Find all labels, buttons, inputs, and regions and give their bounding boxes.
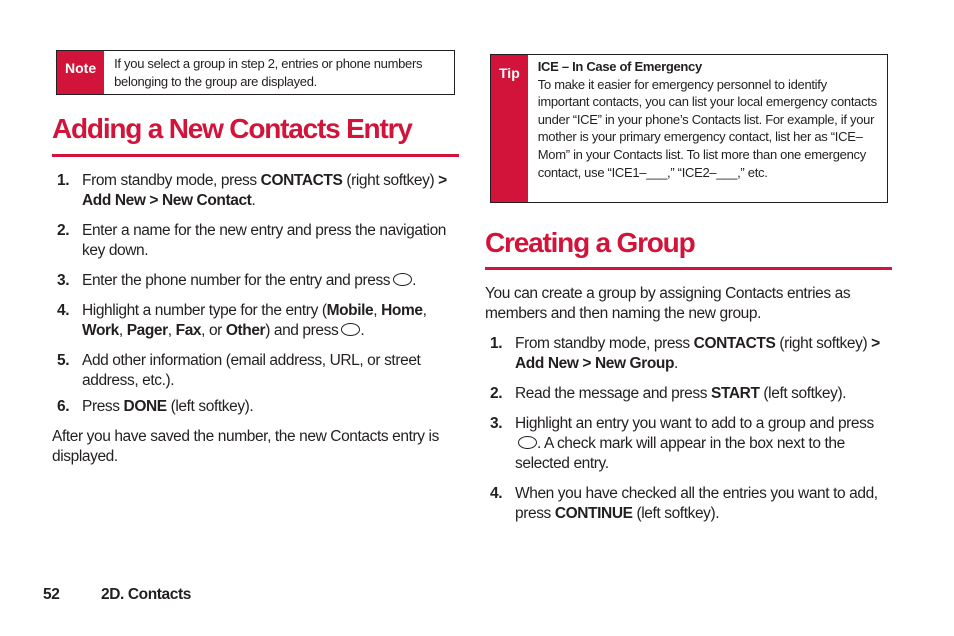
tip-content — [528, 55, 887, 202]
step-text: Enter the phone number for the entry and press — [82, 272, 391, 289]
step-text: Read the message and press — [515, 385, 711, 402]
step-key: START — [711, 385, 760, 402]
step-number: 4. — [57, 302, 70, 319]
step-number: 3. — [57, 272, 70, 289]
step-text: Press — [82, 398, 124, 415]
list-item — [52, 171, 452, 211]
step-text: Highlight a number type for the entry ( — [82, 302, 327, 319]
option-other: Other — [225, 322, 266, 339]
tip-box — [490, 54, 888, 203]
step-menu-path: > Add New > New Group — [515, 335, 880, 372]
adding-steps — [52, 171, 452, 467]
step-key: CONTINUE — [554, 505, 633, 522]
list-item — [52, 221, 452, 261]
tip-text: To make it easier for emergency personnel to identify important contacts, you can list your local emergency contacts under “ICE” in your phone’s Contacts list. For example, if your mother is your primary emergency contact, list her as “ICE–Mom” in your Contacts list. To list more than one emergency contact, use “ICE1–___,” “ICE2–___,” etc. — [537, 76, 877, 180]
step-text: . — [412, 272, 417, 289]
navigation-center-key-icon — [393, 273, 412, 286]
option-fax: Fax — [175, 322, 202, 339]
step-text: ) and press — [265, 322, 339, 339]
group-section — [485, 284, 890, 534]
step-number: 6. — [57, 398, 70, 415]
separator: , — [373, 302, 382, 319]
step-menu-path: > Add New > New Contact — [82, 172, 447, 209]
step-number: 1. — [490, 335, 503, 352]
step-text: . — [674, 355, 678, 372]
page-number: 52 — [43, 586, 60, 603]
step-key: CONTACTS — [260, 172, 343, 189]
option-pager: Pager — [126, 322, 168, 339]
step-text: Add other information (email address, URL, or street address, etc.). — [82, 352, 421, 389]
note-box — [56, 50, 455, 95]
step-key: DONE — [123, 398, 167, 415]
list-item — [485, 384, 890, 404]
step-text: . — [251, 192, 256, 209]
step-number: 5. — [57, 352, 70, 369]
list-item — [485, 414, 890, 474]
option-home: Home — [381, 302, 423, 319]
page-title-adding: Adding a New Contacts Entry — [52, 113, 412, 144]
step-key: CONTACTS — [693, 335, 776, 352]
step-number: 1. — [57, 172, 70, 189]
step-text: (right softkey) — [775, 335, 872, 352]
separator: , — [422, 302, 427, 319]
navigation-center-key-icon — [341, 323, 360, 336]
adding-after-text: After you have saved the number, the new Contacts entry is displayed. — [52, 428, 439, 465]
option-work: Work — [82, 322, 119, 339]
note-text: If you select a group in step 2, entries or phone numbers belonging to the group are displayed. — [114, 56, 423, 89]
step-text: (left softkey). — [632, 505, 720, 522]
step-text: When you have checked all the entries you want to add, press — [515, 485, 878, 522]
tip-label: Tip — [491, 55, 528, 202]
list-item — [52, 397, 452, 417]
step-text: Enter a name for the new entry and press the navigation key down. — [82, 222, 447, 259]
step-number: 2. — [490, 385, 503, 402]
step-text: (left softkey). — [166, 398, 254, 415]
step-number: 4. — [490, 485, 503, 502]
list-item — [52, 271, 452, 291]
navigation-center-key-icon — [518, 436, 537, 449]
heading-rule-right — [485, 267, 892, 270]
step-text: From standby mode, press — [515, 335, 694, 352]
list-item — [52, 351, 452, 391]
group-intro: You can create a group by assigning Contacts entries as members and then naming the new group. — [485, 285, 851, 322]
list-item — [485, 334, 890, 374]
list-item — [485, 484, 890, 524]
step-text: Highlight an entry you want to add to a group and press — [515, 415, 874, 432]
step-text: From standby mode, press — [82, 172, 261, 189]
heading-rule-left — [52, 154, 459, 157]
option-mobile: Mobile — [326, 302, 374, 319]
separator: , — [118, 322, 127, 339]
step-number: 2. — [57, 222, 70, 239]
step-text: (left softkey). — [759, 385, 847, 402]
list-item — [52, 301, 452, 341]
step-text: (right softkey) — [342, 172, 439, 189]
separator: , — [167, 322, 176, 339]
step-text: . A check mark will appear in the box next to the selected entry. — [515, 435, 845, 472]
section-title: 2D. Contacts — [101, 586, 191, 603]
page-title-group: Creating a Group — [485, 227, 695, 258]
tip-title: ICE – In Case of Emergency — [537, 59, 702, 74]
separator: , or — [201, 322, 226, 339]
step-text: . — [360, 322, 365, 339]
step-number: 3. — [490, 415, 503, 432]
note-label: Note — [57, 51, 104, 94]
